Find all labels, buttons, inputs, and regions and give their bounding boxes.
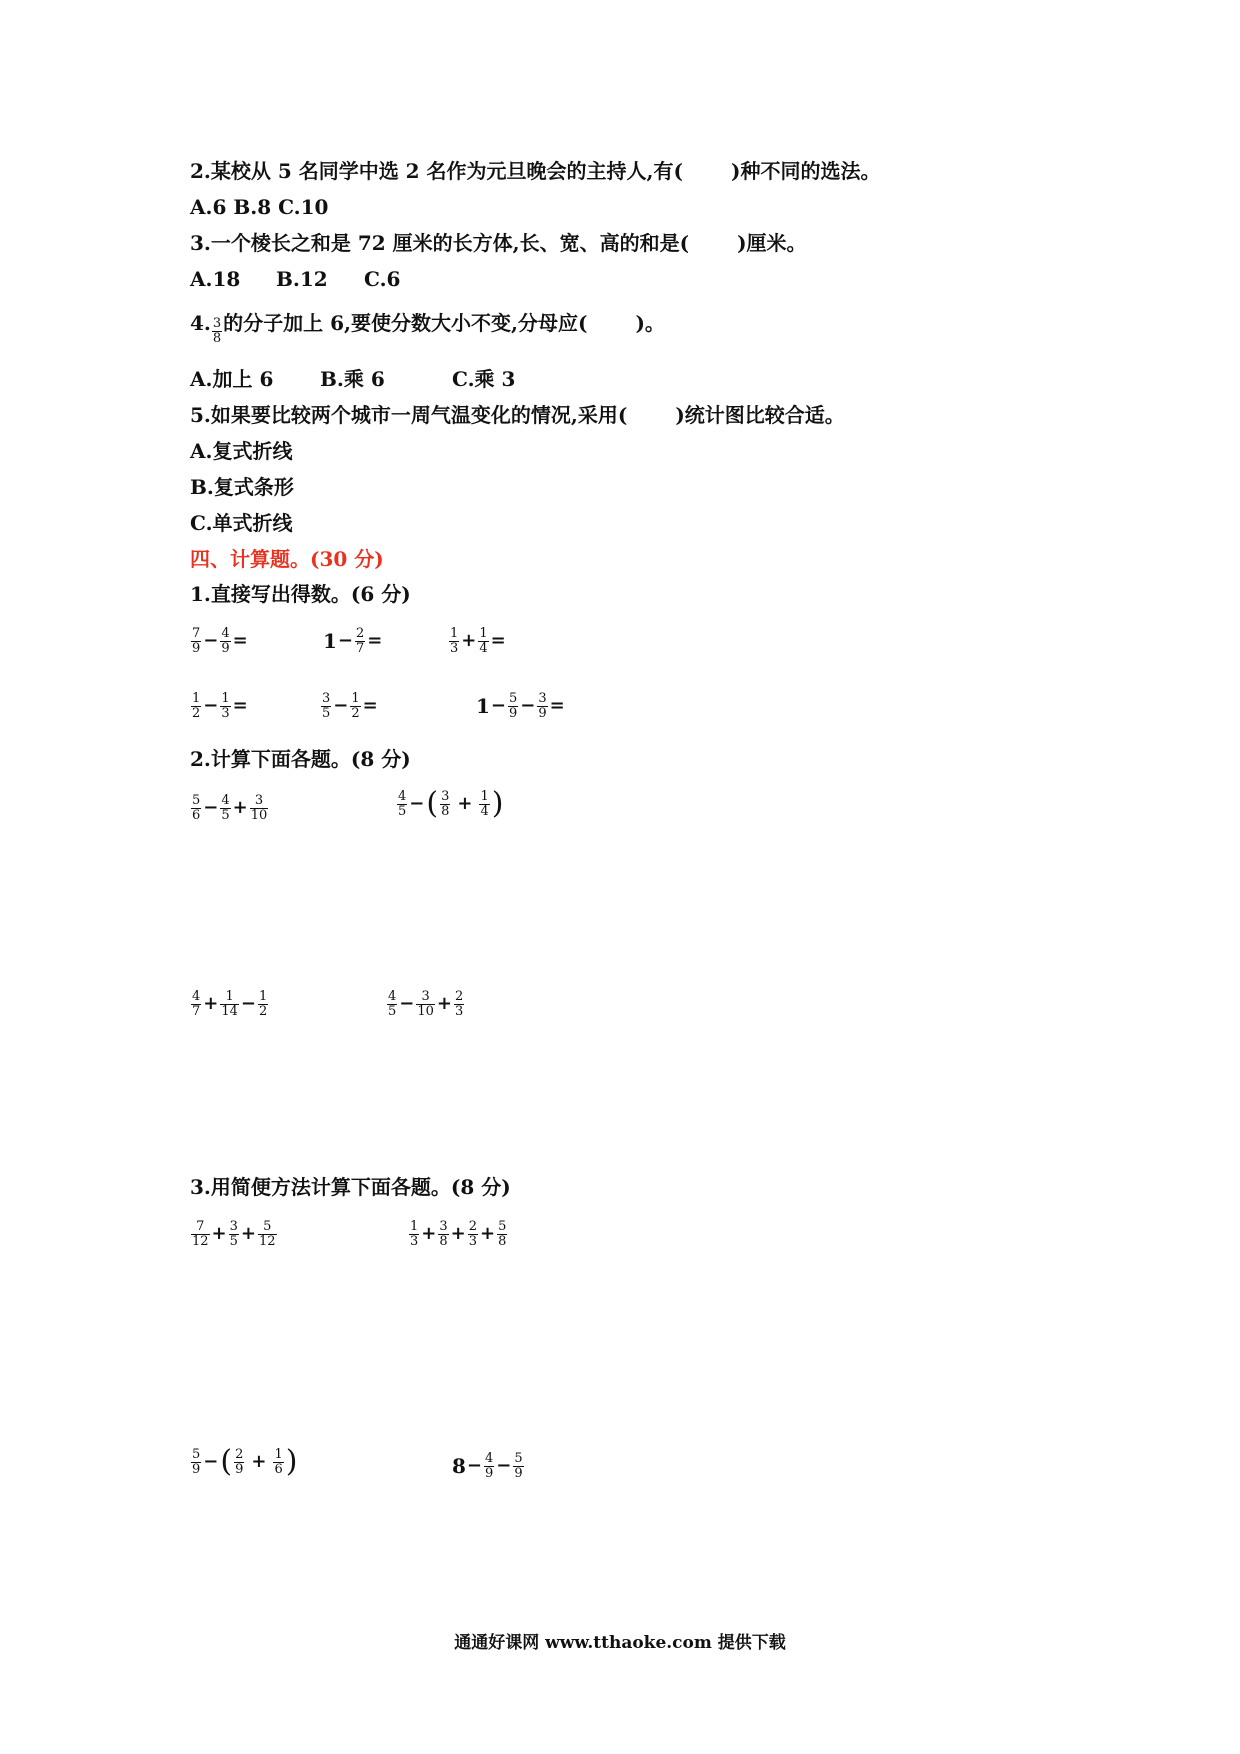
minus-sign: − [203,1451,219,1472]
plus-sign: + [203,993,219,1014]
fraction: $\frac{4}{5}$ [398,789,407,819]
fraction: $\frac{7}{9}$ [192,626,201,656]
question-5-option-b: B.复式条形 [190,475,294,499]
question-3-text-end: )厘米。 [737,231,807,255]
plus-sign: + [232,797,248,818]
simplify-1 [190,1220,278,1248]
part-1-title: 1.直接写出得数。(6 分) [190,582,411,606]
part-3-title: 3.用简便方法计算下面各题。(8 分) [190,1175,511,1199]
minus-sign: − [409,793,425,814]
fraction: $\frac{2}{3}$ [468,1219,478,1249]
fraction: $\frac{3}{8}$ [441,789,450,819]
fraction: $\frac{1}{4}$ [480,789,489,819]
fraction: $\frac{7}{12}$ [192,1219,209,1249]
fraction: $\frac{5}{9}$ [192,1447,201,1477]
fraction: $\frac{4}{9}$ [485,1451,494,1481]
fraction: $\frac{3}{8}$ [212,315,222,346]
fraction: $\frac{5}{9}$ [509,691,518,721]
whole-number: 1 [323,629,337,653]
left-parenthesis: ( [220,1444,233,1479]
question-4-prefix: 4. [190,311,211,335]
fraction: $\frac{4}{7}$ [192,989,201,1019]
expression-4 [190,692,249,720]
option-c: C.6 [364,267,401,291]
option-b: B.12 [276,267,328,291]
calculation-1 [190,794,269,822]
question-2-options: A.6 B.8 C.10 [190,195,329,219]
fraction: $\frac{1}{2}$ [192,691,201,721]
plus-sign: + [251,1451,267,1472]
plus-sign: + [421,1223,437,1244]
fraction: $\frac{4}{5}$ [221,793,230,823]
minus-sign: − [203,797,219,818]
plus-sign: + [436,993,453,1014]
footer-source-text: 通通好课网 www.tthaoke.com 提供下载 [454,1633,786,1653]
calculation-4 [386,990,465,1018]
expression-5 [320,692,379,720]
minus-sign: − [496,1455,512,1476]
calculation-2 [396,786,504,821]
simplify-2 [408,1220,508,1248]
expression-6 [476,692,566,720]
question-4-text: 的分子加上 6,要使分数大小不变,分母应( [223,311,588,335]
fraction: $\frac{1}{3}$ [410,1219,419,1249]
fraction: $\frac{5}{9}$ [514,1451,523,1481]
minus-sign: − [240,993,257,1014]
option-a: A.加上 6 [190,367,274,391]
question-5-option-a: A.复式折线 [190,439,293,463]
fraction: $\frac{1}{2}$ [351,691,360,721]
fraction: $\frac{1}{4}$ [479,626,488,656]
question-5 [190,402,845,428]
fraction: $\frac{3}{10}$ [417,989,434,1019]
equals-sign: = [549,695,565,716]
equals-sign: = [232,695,248,716]
minus-sign: − [203,695,219,716]
fraction: $\frac{5}{12}$ [259,1219,276,1249]
right-parenthesis: ) [491,786,504,821]
question-4 [190,310,665,346]
equals-sign: = [232,630,248,651]
minus-sign: − [466,1455,483,1476]
equals-sign: = [490,630,506,651]
simplify-4 [452,1452,525,1480]
calculation-3 [190,990,269,1018]
plus-sign: + [211,1223,227,1244]
fraction: $\frac{2}{3}$ [455,989,464,1019]
left-parenthesis: ( [426,786,439,821]
part-2-title: 2.计算下面各题。(8 分) [190,747,411,771]
minus-sign: − [520,695,536,716]
equals-sign: = [367,630,383,651]
plus-sign: + [457,793,473,814]
whole-number: 8 [452,1454,466,1478]
plus-sign: + [461,630,477,651]
expression-1 [190,627,249,655]
question-4-options [190,366,515,392]
section-heading: 四、计算题。(30 分) [190,547,384,571]
minus-sign: − [203,630,219,651]
option-b: B.乘 6 [320,367,385,391]
fraction: $\frac{5}{6}$ [192,793,201,823]
question-2 [190,158,880,184]
fraction: $\frac{1}{2}$ [259,989,268,1019]
plus-sign: + [240,1223,257,1244]
fraction: $\frac{1}{14}$ [221,989,238,1019]
expression-3 [448,627,507,655]
minus-sign: − [490,695,507,716]
fraction: $\frac{2}{9}$ [235,1447,244,1477]
fraction: $\frac{1}{6}$ [274,1447,283,1477]
question-5-text: 5.如果要比较两个城市一周气温变化的情况,采用( [190,403,628,427]
question-3-text: 3.一个棱长之和是 72 厘米的长方体,长、宽、高的和是( [190,231,690,255]
fraction: $\frac{3}{5}$ [322,691,331,721]
fraction: $\frac{4}{9}$ [221,626,230,656]
option-c: C.乘 3 [452,367,516,391]
question-5-option-c: C.单式折线 [190,511,293,535]
plus-sign: + [450,1223,466,1244]
minus-sign: − [399,993,415,1014]
option-a: A.18 [190,267,241,291]
fraction: $\frac{3}{10}$ [250,793,268,823]
simplify-3 [190,1444,298,1479]
right-parenthesis: ) [285,1444,298,1479]
minus-sign: − [333,695,349,716]
fraction: $\frac{1}{3}$ [450,626,459,656]
minus-sign: − [337,630,354,651]
fraction: $\frac{3}{5}$ [229,1219,238,1249]
fraction: $\frac{1}{3}$ [221,691,230,721]
fraction: $\frac{4}{5}$ [388,989,397,1019]
fraction: $\frac{3}{9}$ [538,691,547,721]
fraction: $\frac{3}{8}$ [439,1219,448,1249]
equals-sign: = [362,695,378,716]
expression-2 [323,627,383,655]
question-4-text-end: )。 [635,311,665,335]
question-3 [190,230,807,256]
whole-number: 1 [476,694,490,718]
question-5-text-end: )统计图比较合适。 [675,403,845,427]
plus-sign: + [480,1223,496,1244]
fraction: $\frac{5}{8}$ [498,1219,507,1249]
question-3-options [190,266,400,292]
fraction: $\frac{2}{7}$ [356,626,365,656]
question-2-text: 2.某校从 5 名同学中选 2 名作为元旦晚会的主持人,有( [190,159,683,183]
question-2-text-end: )种不同的选法。 [731,159,881,183]
